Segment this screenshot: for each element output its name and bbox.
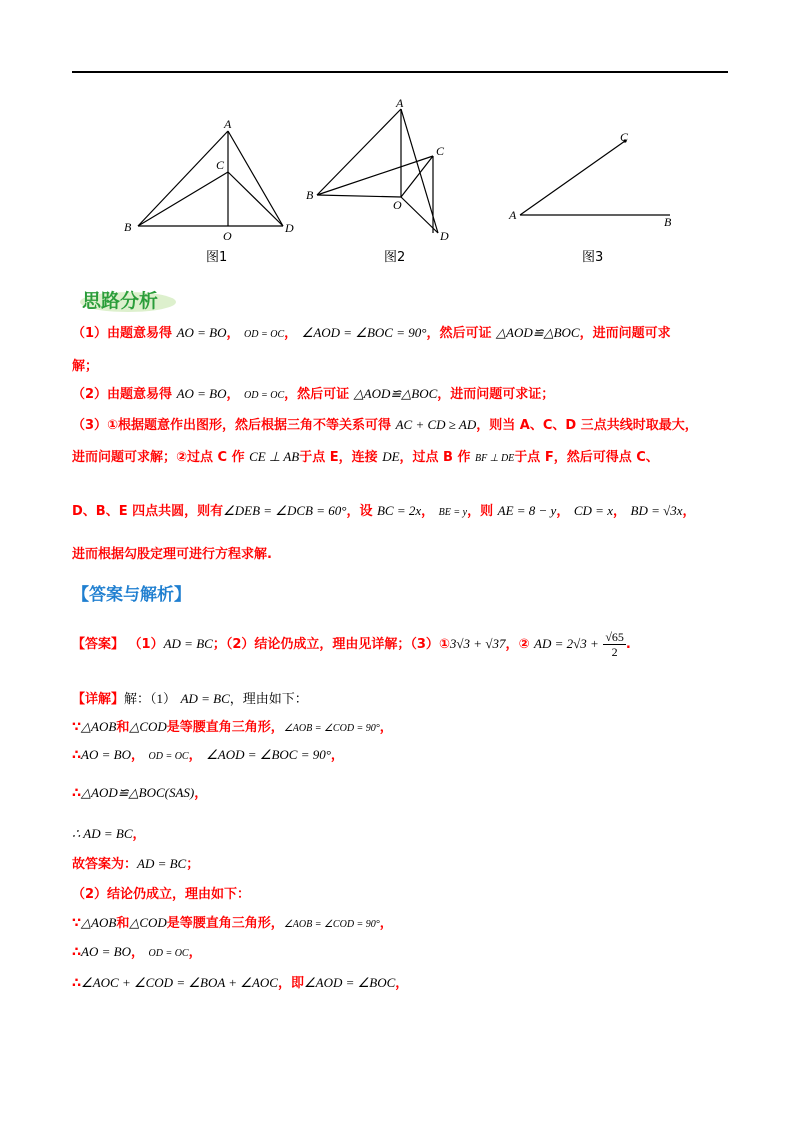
analysis-line-4: （3）①根据题意作出图形，然后根据三角不等关系可得 AC + CD ≥ AD，则当 A、C、D 三点共线时取最大， bbox=[72, 417, 698, 433]
fig2-label-b: B bbox=[306, 188, 314, 202]
fig2-label-c: C bbox=[436, 144, 445, 158]
answer-fraction: $\frac{√65}{2}$ bbox=[605, 630, 624, 659]
fig1-label-c: C bbox=[216, 158, 225, 172]
detail-line-1: 【详解】解：（1） AD = BC，理由如下： bbox=[72, 691, 308, 707]
figure-1-caption: 图1 bbox=[206, 250, 228, 265]
fig1-label-d: D bbox=[285, 221, 294, 235]
analysis-line-5: 进而问题可求解；②过点 C 作 CE ⊥ AB于点 E，连接 DE，过点 B 作 BF ⊥ DE于点 F，然后可得点 C、 bbox=[72, 449, 659, 465]
analysis-line-1: （1）由题意易得 AO = BO， OD = OC， ∠AOD = ∠BOC = 90°，然后可证 △AOD≌△BOC，进而问题可求 bbox=[72, 325, 671, 341]
figure-3 bbox=[500, 95, 690, 245]
detail-line-6: 故答案为：AD = BC； bbox=[72, 856, 200, 872]
analysis-title-banner bbox=[78, 286, 178, 314]
figure-2-caption: 图2 bbox=[384, 250, 406, 265]
fig3-label-a: A bbox=[509, 208, 517, 222]
figure-1 bbox=[118, 95, 298, 245]
detail-line-2: ∵△AOB和△COD是等腰直角三角形，∠AOB = ∠COD = 90°， bbox=[72, 719, 393, 735]
answer-line: 【答案】 （1）AD = BC；（2）结论仍成立，理由见详解；（3）①3√3 + √37，② AD = 2√3 + $\frac{√65}{2}$ . bbox=[72, 630, 631, 659]
fig2-label-d: D bbox=[440, 229, 449, 243]
fig1-label-o: O bbox=[223, 229, 232, 243]
analysis-line-3: （2）由题意易得 AO = BO， OD = OC，然后可证 △AOD≌△BOC，进而问题可求证； bbox=[72, 386, 555, 402]
detail-line-8: ∵△AOB和△COD是等腰直角三角形，∠AOB = ∠COD = 90°， bbox=[72, 915, 393, 931]
answer-section-heading: 【答案与解析】 bbox=[72, 585, 191, 605]
fig2-label-a: A bbox=[396, 96, 404, 110]
fig2-label-o: O bbox=[393, 198, 402, 212]
analysis-line-6: D、B、E 四点共圆，则有∠DEB = ∠DCB = 60°，设 BC = 2x， BE = y，则 AE = 8 − y， CD = x， BD = √3x， bbox=[72, 503, 696, 519]
analysis-title: 思路分析 bbox=[82, 290, 159, 312]
fig1-label-b: B bbox=[124, 220, 132, 234]
analysis-line-2: 解； bbox=[72, 359, 99, 374]
detail-line-7: （2）结论仍成立，理由如下： bbox=[72, 887, 251, 902]
detail-line-10: ∴∠AOC + ∠COD = ∠BOA + ∠AOC，即∠AOD = ∠BOC， bbox=[72, 975, 409, 991]
detail-line-5: ∴ AD = BC， bbox=[72, 826, 146, 842]
fig3-label-c: C bbox=[620, 130, 629, 144]
fig1-label-a: A bbox=[224, 117, 232, 131]
figure-3-caption: 图3 bbox=[582, 250, 604, 265]
analysis-line-7: 进而根据勾股定理可进行方程求解. bbox=[72, 547, 272, 562]
detail-line-4: ∴△AOD≌△BOC(SAS)， bbox=[72, 785, 208, 801]
fig3-label-b: B bbox=[664, 215, 672, 229]
detail-line-3: ∴AO = BO， OD = OC， ∠AOD = ∠BOC = 90°， bbox=[72, 747, 344, 763]
header-rule bbox=[72, 71, 728, 73]
figure-2 bbox=[300, 95, 470, 245]
detail-line-9: ∴AO = BO， OD = OC， bbox=[72, 944, 202, 960]
